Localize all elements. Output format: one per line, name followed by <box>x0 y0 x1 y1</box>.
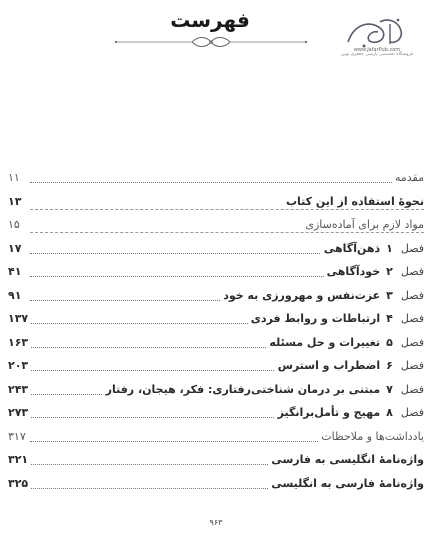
toc-entry-page: ۳۲۱ <box>8 453 31 466</box>
toc-entry-title <box>275 359 424 372</box>
toc-entry-title <box>103 383 424 396</box>
chapter-label: فصل <box>400 288 424 302</box>
toc-entry <box>8 286 424 310</box>
toc-entry-page: ۱۳ <box>8 195 24 208</box>
toc-entry <box>8 262 424 286</box>
chapter-label: فصل <box>400 265 424 278</box>
toc-entry-page: ۴۱ <box>8 265 24 278</box>
page-number: ۹۶۳ <box>209 518 223 527</box>
toc-entry-page: ۱۳۷ <box>8 312 31 325</box>
toc-entry-page: ۱۱ <box>8 171 23 184</box>
toc-entry <box>8 215 424 239</box>
entry-text: اضطراب و استرس <box>277 359 381 372</box>
toc-entry-title <box>266 336 424 349</box>
toc-entry <box>8 168 424 192</box>
toc-entry-title <box>248 312 424 325</box>
chapter-number: ۷ <box>386 382 393 396</box>
toc-entry-title <box>321 242 424 255</box>
chapter-label: فصل <box>400 335 424 349</box>
entry-text: خودآگاهی <box>326 265 381 278</box>
chapter-number: ۴ <box>386 312 393 325</box>
entry-text: یادداشت‌ها و ملاحظات <box>321 429 424 443</box>
toc-entry-page: ۱۷ <box>8 242 24 255</box>
toc-entry-page: ۲۷۳ <box>8 406 31 419</box>
toc-entry <box>8 380 424 404</box>
logo-url: www.JafarPub.com <box>353 47 401 53</box>
entry-text: مهیج و تأمل‌برانگیز <box>277 406 381 419</box>
chapter-label: فصل <box>400 359 424 372</box>
toc-entry <box>8 239 424 263</box>
chapter-label: فصل <box>400 406 424 419</box>
toc-entry-title <box>318 430 424 443</box>
toc-entry-title <box>392 171 424 184</box>
toc-entry-page: ۳۲۵ <box>8 477 31 490</box>
chapter-number: ۶ <box>386 359 393 372</box>
toc-entry-page: ۲۴۳ <box>8 383 31 396</box>
toc-entry-page: ۳۱۷ <box>8 430 29 443</box>
toc-entry-title <box>220 289 424 302</box>
ornament-divider <box>112 34 310 50</box>
toc-entry-page: ۲۰۳ <box>8 359 31 372</box>
entry-text: تغییرات و حل مسئله <box>269 335 381 349</box>
toc-entry <box>8 333 424 357</box>
toc-entry-page: ۹۱ <box>8 289 24 302</box>
toc-entry-title <box>268 453 424 466</box>
entry-text: واژه‌نامهٔ فارسی به انگلیسی <box>271 476 424 490</box>
toc-entry <box>8 309 424 333</box>
toc-entry <box>8 427 424 451</box>
dot-leader <box>30 232 424 233</box>
toc-entry-title <box>302 218 424 231</box>
logo-caption: فروشگاه تخصصی پارسی جعفری نوین <box>340 52 414 57</box>
entry-text: مواد لازم برای آماده‌سازی <box>305 218 424 231</box>
dot-leader <box>30 209 424 210</box>
toc-entry-page: ۱۵ <box>8 218 23 231</box>
toc-entry <box>8 192 424 216</box>
chapter-number: ۳ <box>386 288 393 302</box>
entry-text: ارتباطات و روابط فردی <box>250 312 381 325</box>
dot-leader <box>30 182 424 183</box>
toc-entry <box>8 356 424 380</box>
entry-text: عزت‌نفس و مهرورزی به خود <box>223 288 381 302</box>
toc-entry-page: ۱۶۳ <box>8 336 31 349</box>
chapter-label: فصل <box>400 312 424 325</box>
chapter-label: فصل <box>400 241 424 255</box>
chapter-number: ۵ <box>386 335 393 349</box>
entry-text: واژه‌نامهٔ انگلیسی به فارسی <box>271 453 424 466</box>
toc-entry-title <box>283 195 424 208</box>
table-of-contents <box>8 168 424 497</box>
entry-text: ذهن‌آگاهی <box>323 241 381 255</box>
chapter-label: فصل <box>400 382 424 396</box>
entry-text: نحوهٔ استفاده از این کتاب <box>285 194 424 208</box>
chapter-number: ۸ <box>386 406 393 419</box>
toc-entry-title <box>324 265 424 278</box>
entry-text: مبتنی بر درمان شناختی‌رفتاری: فکر، هیجان، رفتار <box>105 382 381 396</box>
toc-entry <box>8 403 424 427</box>
chapter-number: ۱ <box>386 241 393 255</box>
entry-text: مقدمه <box>394 171 424 184</box>
toc-entry-title <box>268 477 424 490</box>
toc-entry <box>8 450 424 474</box>
chapter-number: ۲ <box>386 265 393 278</box>
toc-entry-title <box>275 406 424 419</box>
toc-entry <box>8 474 424 498</box>
page-title: فهرست <box>170 8 250 32</box>
